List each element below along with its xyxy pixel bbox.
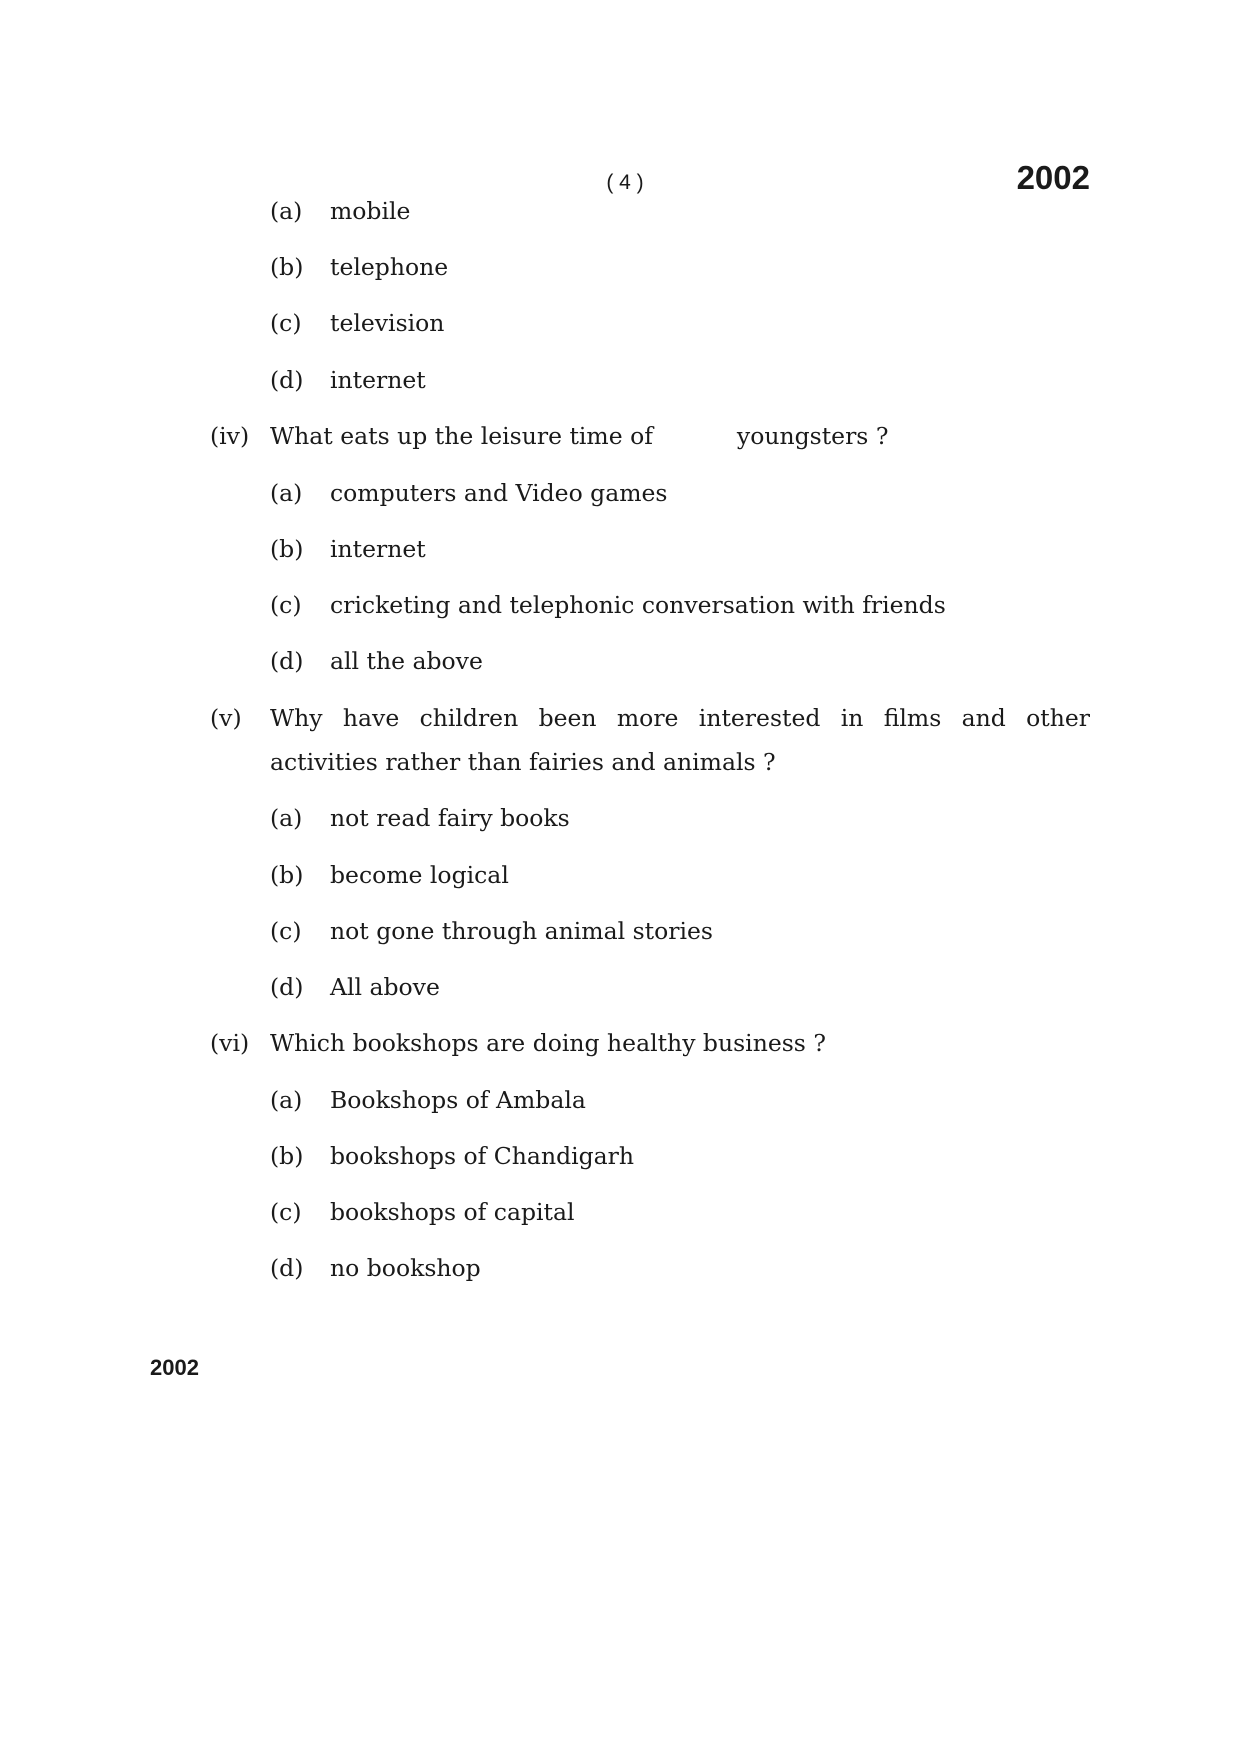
option-text: internet	[330, 366, 426, 394]
option-label: (b)	[270, 861, 304, 889]
option-label: (c)	[270, 309, 302, 337]
question-word: other	[1026, 704, 1090, 732]
option-text: not gone through animal stories	[330, 917, 713, 945]
option-text: computers and Video games	[330, 479, 668, 507]
question-word: have	[342, 704, 400, 732]
option-text: All above	[330, 973, 440, 1001]
option-label: (d)	[270, 366, 304, 394]
question-word: in	[840, 704, 864, 732]
option-text: Bookshops of Ambala	[330, 1086, 586, 1114]
question-text	[270, 418, 888, 454]
option-text: bookshops of capital	[330, 1198, 575, 1226]
option-label: (d)	[270, 973, 304, 1001]
paper-code-top: 2002	[1016, 159, 1090, 196]
option-label: (d)	[270, 647, 304, 675]
option-label: (a)	[270, 197, 303, 225]
option-text: not read fairy books	[330, 804, 570, 832]
question-word: more	[616, 704, 679, 732]
option-label: (a)	[270, 804, 303, 832]
option-label: (b)	[270, 253, 304, 281]
question-word: and	[961, 704, 1006, 732]
option-text: become logical	[330, 861, 509, 889]
option-text: television	[330, 309, 445, 337]
question-word: children	[419, 704, 519, 732]
option-label: (d)	[270, 1254, 304, 1282]
option-text: telephone	[330, 253, 449, 281]
question-text-line1	[270, 700, 1090, 736]
option-label: (a)	[270, 1086, 303, 1114]
option-text: bookshops of Chandigarh	[330, 1142, 635, 1170]
option-text: no bookshop	[330, 1254, 481, 1282]
question-text-part: What eats up the leisure time of	[270, 422, 653, 450]
question-number: (v)	[210, 704, 242, 732]
paper-code-bottom: 2002	[150, 1355, 199, 1380]
option-text: mobile	[330, 197, 411, 225]
question-text-part: youngsters ?	[736, 422, 889, 450]
question-number: (vi)	[210, 1029, 250, 1057]
option-label: (c)	[270, 1198, 302, 1226]
question-text: Which bookshops are doing healthy business ?	[270, 1029, 826, 1057]
question-text-line2: activities rather than fairies and animals ?	[270, 748, 776, 776]
option-text: internet	[330, 535, 426, 563]
question-word: films	[883, 704, 942, 732]
option-label: (b)	[270, 535, 304, 563]
option-label: (a)	[270, 479, 303, 507]
question-word: Why	[270, 704, 323, 732]
question-word: been	[538, 704, 597, 732]
page-number: ( 4 )	[606, 171, 644, 194]
option-text: cricketing and telephonic conversation with friends	[330, 591, 946, 619]
option-label: (c)	[270, 591, 302, 619]
option-text: all the above	[330, 647, 483, 675]
option-label: (b)	[270, 1142, 304, 1170]
question-word: interested	[698, 704, 821, 732]
question-number: (iv)	[210, 422, 250, 450]
option-label: (c)	[270, 917, 302, 945]
